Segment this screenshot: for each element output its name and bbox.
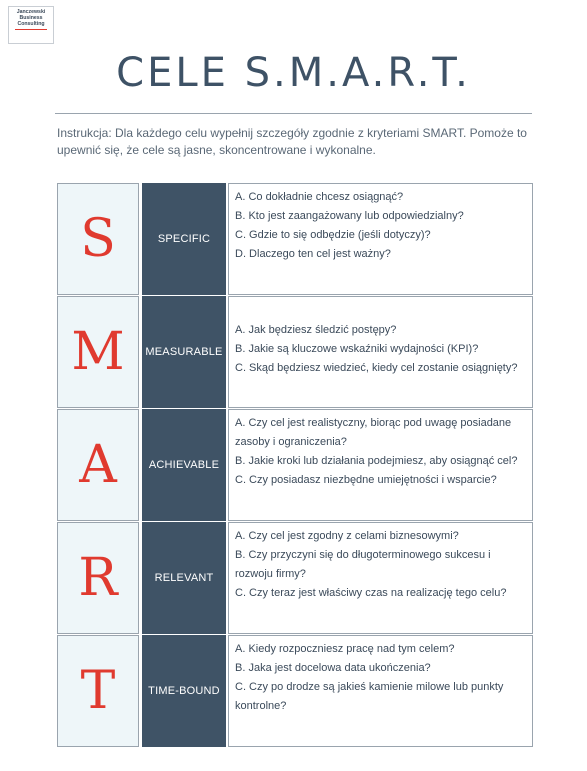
question: B. Kto jest zaangażowany lub odpowiedzialny? — [235, 210, 464, 222]
logo-line-1: Janczewski — [16, 9, 46, 15]
questions-cell — [228, 522, 533, 634]
instruction-text: Instrukcja: Dla każdego celu wypełnij szczegóły zgodnie z kryteriami SMART. Pomoże to upewnić się, że cele są jasne, skoncentrowane i wykonalne. — [57, 126, 527, 157]
smart-row-measurable — [57, 296, 533, 408]
logo-line-3: Consulting — [17, 21, 45, 27]
question: zasoby i ograniczenia? — [235, 436, 347, 448]
letter-cell: T — [57, 635, 139, 747]
company-logo — [8, 6, 54, 44]
question: B. Jakie kroki lub działania podejmiesz, aby osiągnąć cel? — [235, 455, 518, 467]
criterion-label: ACHIEVABLE — [142, 409, 226, 521]
logo-accent-line — [15, 29, 47, 30]
question: A. Czy cel jest realistyczny, biorąc pod uwagę posiadane — [235, 417, 512, 429]
questions-cell — [228, 635, 533, 747]
questions-cell — [228, 183, 533, 295]
question: C. Czy po drodze są jakieś kamienie milowe lub punkty — [235, 681, 504, 693]
smart-row-relevant — [57, 522, 533, 634]
question: B. Jaka jest docelowa data ukończenia? — [235, 662, 431, 674]
question: A. Kiedy rozpoczniesz pracę nad tym celem? — [235, 643, 455, 655]
letter-cell: A — [57, 409, 139, 521]
questions-cell — [228, 409, 533, 521]
smart-row-achievable — [57, 409, 533, 521]
question: B. Jakie są kluczowe wskaźniki wydajności (KPI)? — [235, 343, 479, 355]
criterion-label: SPECIFIC — [142, 183, 226, 295]
letter-cell: R — [57, 522, 139, 634]
question: C. Czy teraz jest właściwy czas na realizację tego celu? — [235, 587, 507, 599]
question: kontrolne? — [235, 700, 287, 712]
question: B. Czy przyczyni się do długoterminowego sukcesu i — [235, 549, 491, 561]
page-title: CELE S.M.A.R.T. — [116, 50, 471, 96]
question: A. Czy cel jest zgodny z celami biznesowymi? — [235, 530, 459, 542]
question: A. Jak będziesz śledzić postępy? — [235, 324, 397, 336]
question: rozwoju firmy? — [235, 568, 306, 580]
criterion-label: TIME-BOUND — [142, 635, 226, 747]
question: C. Czy posiadasz niezbędne umiejętności i wsparcie? — [235, 474, 497, 486]
letter-cell: M — [57, 296, 139, 408]
question: D. Dlaczego ten cel jest ważny? — [235, 248, 391, 260]
letter-cell: S — [57, 183, 139, 295]
question: C. Skąd będziesz wiedzieć, kiedy cel zostanie osiągnięty? — [235, 362, 518, 374]
questions-cell — [228, 296, 533, 408]
title-divider — [55, 113, 532, 114]
smart-row-specific — [57, 183, 533, 295]
logo-line-2: Business — [19, 15, 43, 21]
question: A. Co dokładnie chcesz osiągnąć? — [235, 191, 404, 203]
question: C. Gdzie to się odbędzie (jeśli dotyczy)? — [235, 229, 431, 241]
criterion-label: RELEVANT — [142, 522, 226, 634]
smart-row-time-bound — [57, 635, 533, 747]
criterion-label: MEASURABLE — [142, 296, 226, 408]
